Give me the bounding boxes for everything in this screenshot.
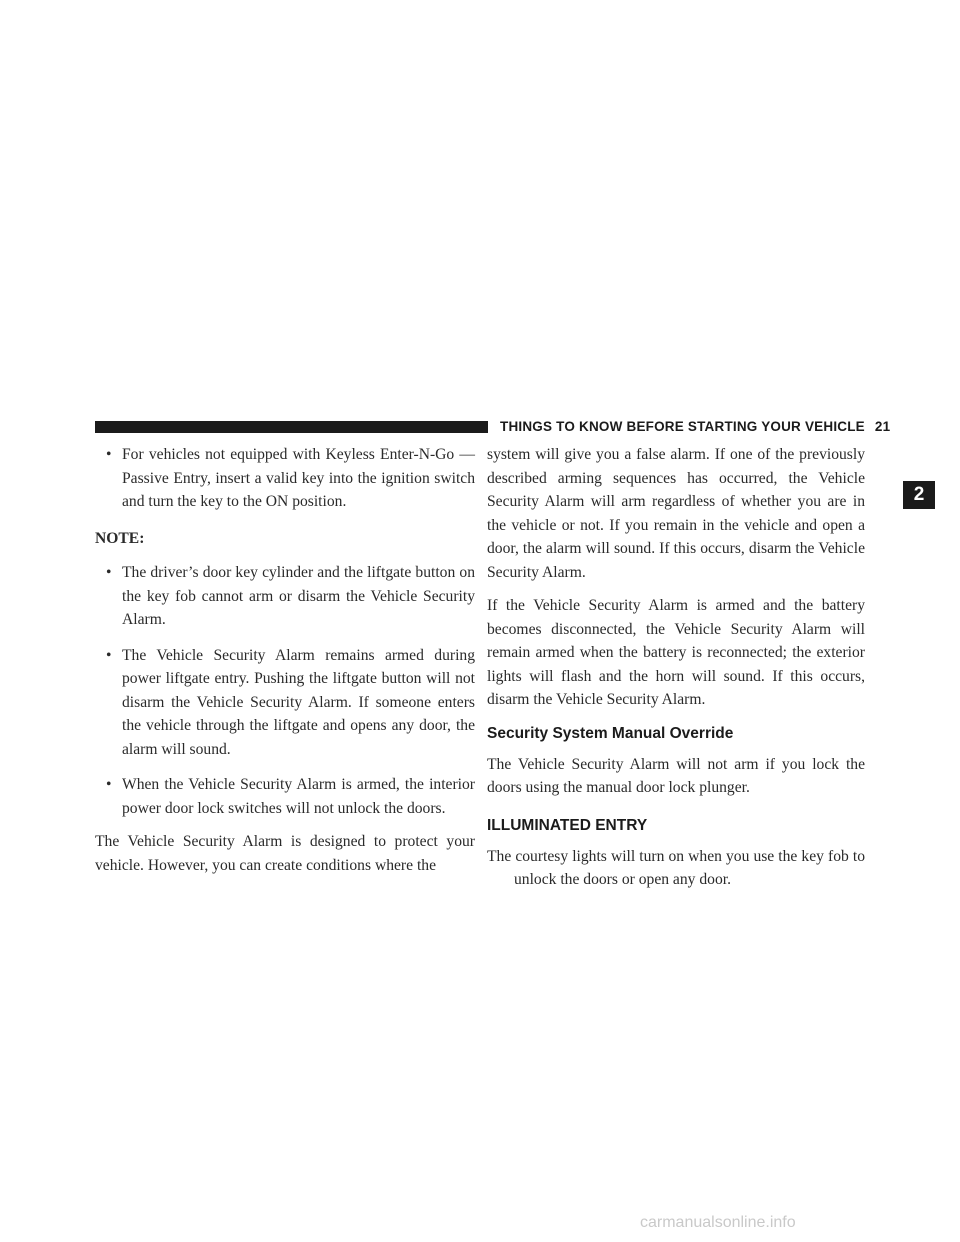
section-title: THINGS TO KNOW BEFORE STARTING YOUR VEHICLE: [500, 419, 865, 434]
left-column: [95, 443, 475, 877]
chapter-tab: 2: [903, 481, 935, 509]
paragraph-override: The Vehicle Security Alarm will not arm if you lock the doors using the manual door lock plunger.: [487, 755, 865, 796]
bullet-icon: •: [106, 646, 112, 664]
heading-manual-override: Security System Manual Override: [487, 724, 734, 742]
paragraph-battery: If the Vehicle Security Alarm is armed and the battery becomes disconnected, the Vehicle Security Alarm will remain armed when the battery is reconnected; the exterior lights will flash and the horn will sound. If this occurs, disarm the Vehicle Security Alarm.: [487, 597, 865, 708]
paragraph-illuminated: [487, 845, 865, 892]
page-number: 21: [874, 419, 891, 434]
bullet-icon: •: [106, 564, 112, 581]
note-bullet-text: The Vehicle Security Alarm remains armed during power liftgate entry. Pushing the liftgate button will not disarm the Vehicle Security Alarm. If someone enters the vehicle through the liftgate and opens any door, the alarm will sound.: [122, 646, 475, 758]
paragraph-designed: The Vehicle Security Alarm is designed to protect your vehicle. However, you can create conditions where the: [95, 833, 475, 874]
right-column: [487, 443, 865, 892]
note-bullet-text: When the Vehicle Security Alarm is armed, the interior power door lock switches will not unlock the doors.: [122, 776, 475, 817]
header-rule: [95, 421, 488, 433]
running-header: [500, 417, 891, 437]
heading-illuminated-entry: ILLUMINATED ENTRY: [487, 816, 648, 834]
paragraph-illuminated-text: The courtesy lights will turn on when you use the key fob to unlock the doors or open any door.: [487, 847, 865, 888]
watermark: carmanualsonline.info: [640, 1214, 796, 1231]
note-label: NOTE:: [95, 529, 145, 547]
note-bullet-text: The driver’s door key cylinder and the liftgate button on the key fob cannot arm or disarm the Vehicle Security Alarm.: [122, 564, 475, 628]
bullet-icon: •: [106, 776, 112, 793]
bullet-text: For vehicles not equipped with Keyless Enter-N-Go — Passive Entry, insert a valid key into the ignition switch and turn the key to the ON position.: [122, 446, 475, 510]
note-bullet: [95, 561, 475, 632]
note-bullet: [95, 773, 475, 820]
note-bullet: [95, 644, 475, 762]
bullet-icon: •: [106, 446, 112, 463]
paragraph-false-alarm: system will give you a false alarm. If one of the previously described arming sequences has occurred, the Vehicle Security Alarm will arm regardless of whether you are in the vehicle or not. If you remain in the vehicle and open a door, the alarm will sound. If this occurs, disarm the Vehicle Security Alarm.: [487, 446, 865, 581]
bullet-item: [95, 443, 475, 514]
